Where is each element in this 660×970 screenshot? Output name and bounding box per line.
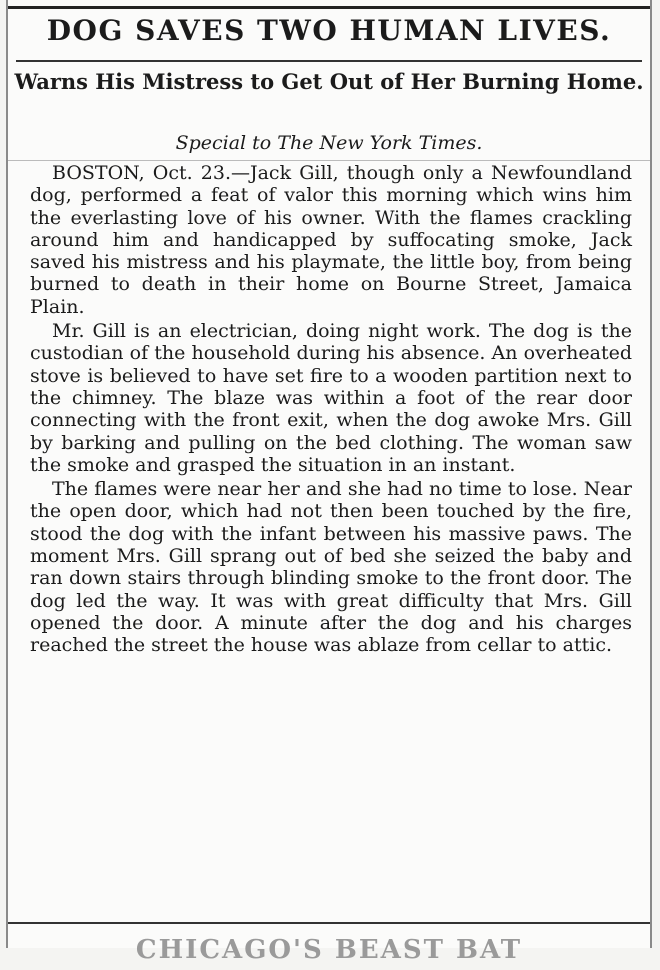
credit-line: Special to The New York Times. xyxy=(175,132,483,154)
article-body xyxy=(30,162,632,657)
credit-rule xyxy=(8,160,650,161)
paragraph-3: The flames were near her and she had no time to lose. Near the open door, which had not then been touched by the fire, stood the dog with the infant between his massive paws. The moment Mrs. Gill sprang out of bed she seized the baby and ran down stairs through blinding smoke to the front door. The dog led the way. It was with great difficulty that Mrs. Gill opened the door. A minute after the dog and his charges reached the street the house was ablaze from cellar to attic. xyxy=(30,478,632,657)
headline: DOG SAVES TWO HUMAN LIVES. xyxy=(46,14,612,47)
newspaper-clipping xyxy=(6,0,652,965)
headline-rule xyxy=(16,60,642,62)
paragraph-2: Mr. Gill is an electrician, doing night work. The dog is the custodian of the household during his absence. An overheated stove is believed to have set fire to a wooden partition next to the chimney. The blaze was within a foot of the rear door connecting with the front exit, when the dog awoke Mrs. Gill by barking and pulling on the bed clothing. The woman saw the smoke and grasped the situation in an instant. xyxy=(30,320,632,476)
subheadline: Warns His Mistress to Get Out of Her Burning Home. xyxy=(14,69,644,94)
top-rule xyxy=(8,6,650,9)
bottom-rule xyxy=(8,922,650,924)
paragraph-1: BOSTON, Oct. 23.—Jack Gill, though only a Newfoundland dog, performed a feat of valor this morning which wins him the everlasting love of his owner. With the flames crackling around him and handicapped by suffocating smoke, Jack saved his mistress and his playmate, the little boy, from being burned to death in their home on Bourne Street, Jamaica Plain. xyxy=(30,162,632,318)
next-article-headline: CHICAGO'S BEAST BAT xyxy=(135,935,523,965)
